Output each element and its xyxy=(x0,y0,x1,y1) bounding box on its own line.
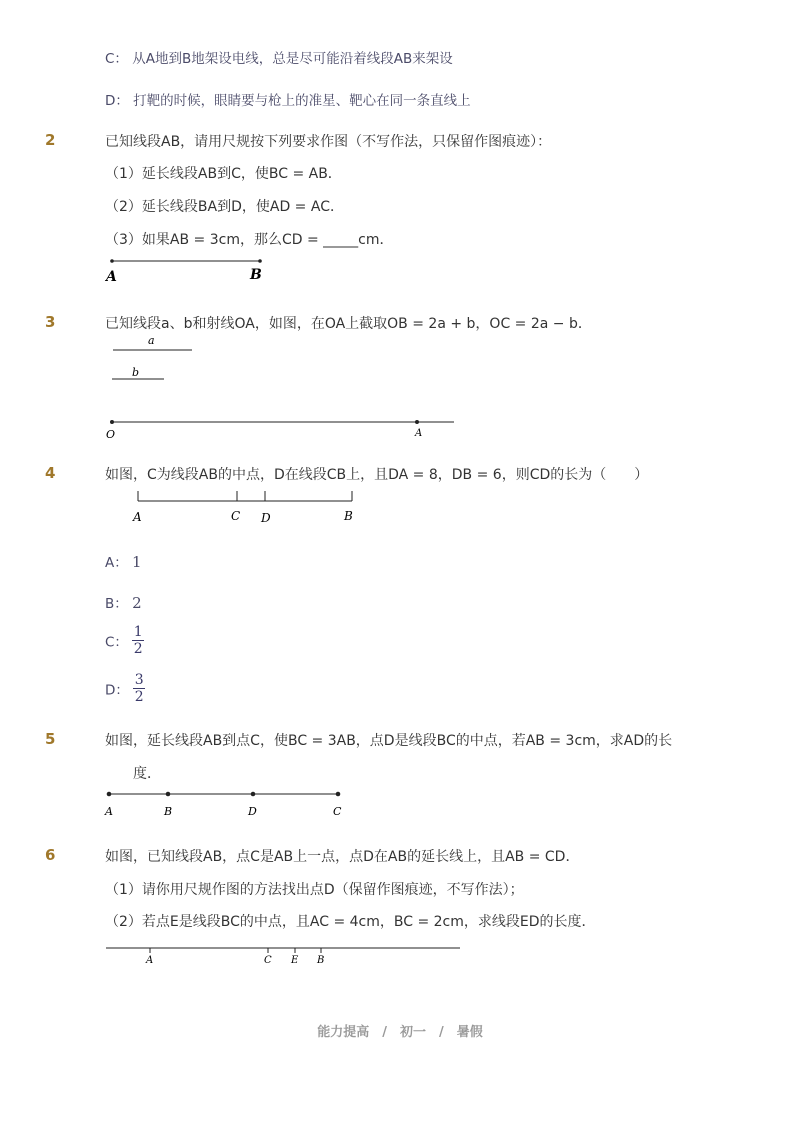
q4-option-a xyxy=(105,551,142,571)
q5-figure xyxy=(100,785,360,821)
q2-point-b xyxy=(258,259,262,263)
q5-label-c: C xyxy=(333,805,342,818)
q6-label-c: C xyxy=(264,955,272,966)
q4-option-a-label: A： xyxy=(105,555,128,571)
q2-figure xyxy=(100,252,280,286)
q4-option-c xyxy=(105,624,144,657)
q3-label-b-seg: b xyxy=(132,366,140,379)
q5-label-b: B xyxy=(164,805,173,818)
q2-sub-1: （1）延长线段AB到C，使BC = AB． xyxy=(105,166,342,182)
q3-label-a: A xyxy=(415,428,423,439)
q4-option-d xyxy=(105,672,145,705)
q4-label-b: B xyxy=(344,509,353,523)
q5-point-b xyxy=(166,792,171,797)
q2-label-a: A xyxy=(106,269,117,285)
q6-sub-2: （2）若点E是线段BC的中点，且AC = 4cm，BC = 2cm，求线段ED的长度． xyxy=(105,914,596,930)
q4-option-c-label: C： xyxy=(105,634,128,651)
q1-option-d: D： 打靶的时候，眼睛要与枪上的准星、靶心在同一条直线上 xyxy=(105,93,471,109)
question-number-6: 6 xyxy=(45,846,56,864)
q4-stem: 如图，C为线段AB的中点，D在线段CB上，且DA = 8，DB = 6，则CD的长为（ ） xyxy=(105,467,649,483)
q5-point-a xyxy=(107,792,112,797)
question-number-5: 5 xyxy=(45,730,56,748)
q6-figure xyxy=(100,940,470,970)
q2-sub-2: （2）延长线段BA到D，使AD = AC． xyxy=(105,199,344,215)
q2-stem: 已知线段AB，请用尺规按下列要求作图（不写作法，只保留作图痕迹）： xyxy=(105,134,552,150)
page-footer: 能力提高 / 初一 / 暑假 xyxy=(317,1025,483,1040)
q4-option-d-denominator: 2 xyxy=(134,689,144,705)
q4-option-c-numerator: 1 xyxy=(133,624,143,640)
q4-option-a-value: 1 xyxy=(132,553,142,571)
q5-point-c xyxy=(336,792,341,797)
q4-label-d: D xyxy=(261,511,271,525)
q4-option-d-numerator: 3 xyxy=(134,672,144,688)
q5-label-d: D xyxy=(248,805,257,818)
q4-label-c: C xyxy=(231,509,241,523)
q2-label-b: B xyxy=(250,267,262,283)
q4-option-b xyxy=(105,592,142,612)
q4-option-c-denominator: 2 xyxy=(133,641,143,657)
q5-stem-line1: 如图，延长线段AB到点C，使BC = 3AB，点D是线段BC的中点，若AB = 3cm，求AD的长 xyxy=(105,733,673,749)
question-number-3: 3 xyxy=(45,313,56,331)
q6-sub-1: （1）请你用尺规作图的方法找出点D（保留作图痕迹，不写作法）； xyxy=(105,882,524,898)
question-number-2: 2 xyxy=(45,131,56,149)
q4-option-b-value: 2 xyxy=(132,594,142,612)
q6-label-b: B xyxy=(317,955,325,966)
q1-option-c: C： 从A地到B地架设电线，总是尽可能沿着线段AB来架设 xyxy=(105,51,453,67)
q6-label-e: E xyxy=(291,955,299,966)
q3-point-a xyxy=(415,420,419,424)
q3-point-o xyxy=(110,420,114,424)
q6-label-a: A xyxy=(146,955,154,966)
q6-stem: 如图，已知线段AB，点C是AB上一点，点D在AB的延长线上，且AB = CD． xyxy=(105,849,580,865)
q3-label-a-seg: a xyxy=(148,334,155,347)
q5-point-d xyxy=(251,792,256,797)
q3-figure xyxy=(100,330,470,442)
q4-option-c-fraction xyxy=(132,624,144,657)
question-number-4: 4 xyxy=(45,464,56,482)
q3-stem: 已知线段a、b和射线OA，如图，在OA上截取OB = 2a + b，OC = 2a − b． xyxy=(105,316,592,332)
q4-option-d-label: D： xyxy=(105,682,129,699)
q2-point-a xyxy=(110,259,114,263)
q4-option-d-fraction xyxy=(133,672,145,705)
q5-stem-line2: 度． xyxy=(133,766,161,782)
q2-sub-3: （3）如果AB = 3cm，那么CD = _____cm． xyxy=(105,232,394,248)
q4-label-a: A xyxy=(133,510,142,524)
q5-label-a: A xyxy=(105,805,113,818)
q4-figure xyxy=(125,488,365,528)
q3-label-o: O xyxy=(106,428,116,441)
q4-option-b-label: B： xyxy=(105,596,128,612)
